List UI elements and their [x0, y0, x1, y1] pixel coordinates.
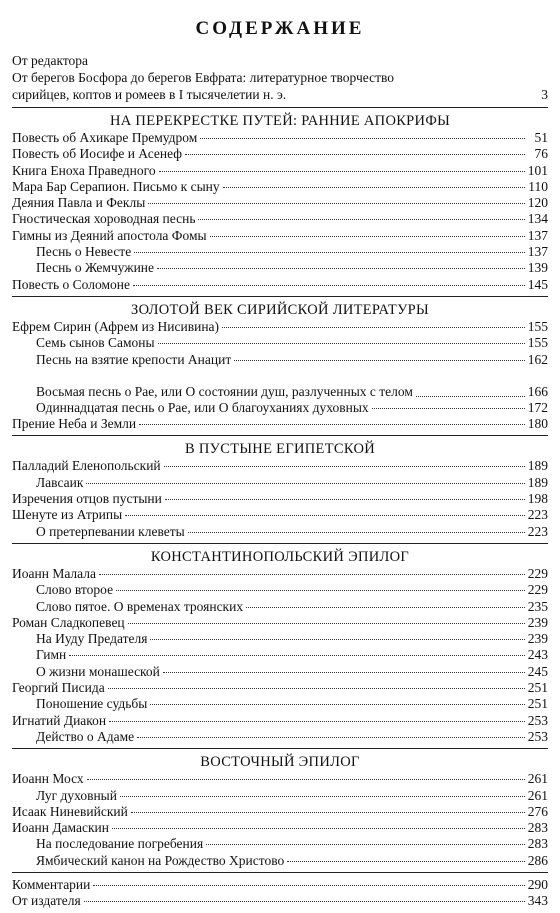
entry-title: Деяния Павла и Феклы — [12, 195, 146, 211]
entry-page-number: 243 — [527, 647, 548, 663]
entry-page-number: 137 — [527, 244, 548, 260]
intro-editor-line: От редактора — [12, 53, 89, 68]
toc-entry — [12, 475, 548, 491]
intro-block — [12, 52, 548, 103]
toc-entry — [12, 195, 548, 211]
toc-entry — [12, 631, 548, 647]
dot-leader — [150, 703, 524, 705]
entry-title: Одиннадцатая песнь о Рае, или О благоуханиях духовных — [36, 399, 369, 415]
toc-section — [12, 107, 548, 293]
entry-title: О претерпевании клеветы — [36, 523, 185, 539]
entry-page-number: 155 — [527, 335, 548, 351]
entry-title: Палладий Еленопольский — [12, 458, 161, 474]
toc-entry — [12, 713, 548, 729]
entry-page-number: 235 — [527, 598, 548, 614]
toc-entry — [12, 566, 548, 582]
toc-section — [12, 748, 548, 869]
entry-page-number: 145 — [527, 276, 548, 292]
entry-title: Роман Сладкопевец — [12, 614, 125, 630]
toc-entry — [12, 130, 548, 146]
entry-page-number: 223 — [527, 523, 548, 539]
toc-entry — [12, 277, 548, 293]
entry-page-number: 134 — [527, 211, 548, 227]
entry-title: О жизни монашеской — [36, 663, 160, 679]
dot-leader — [134, 251, 525, 253]
entry-page-number: 283 — [527, 836, 548, 852]
dot-leader — [150, 638, 524, 640]
entry-title: Ямбический канон на Рождество Христово — [36, 852, 285, 868]
toc-entry — [12, 804, 548, 820]
entry-page-number: 189 — [527, 458, 548, 474]
toc-entry — [12, 507, 548, 523]
entry-title: Лавсаик — [36, 474, 84, 490]
entry-title: Слово пятое. О временах троянских — [36, 598, 244, 614]
entry-title: Повесть о Соломоне — [12, 276, 130, 292]
dot-leader — [372, 407, 525, 409]
entry-title: Игнатий Диакон — [12, 712, 107, 728]
dot-leader — [99, 573, 525, 575]
toc-entry — [12, 368, 548, 400]
entry-title: Поношение судьбы — [36, 696, 148, 712]
entry-title: Восьмая песнь о Рае, или О состоянии душ, разлученных с телом — [36, 383, 413, 399]
dot-leader — [234, 359, 525, 361]
dot-leader — [131, 811, 525, 813]
dot-leader — [148, 202, 524, 204]
toc-entry — [12, 853, 548, 869]
toc-entry — [12, 582, 548, 598]
entry-title: Мара Бар Серапион. Письмо к сыну — [12, 178, 220, 194]
dot-leader — [188, 531, 525, 533]
dot-leader — [125, 514, 525, 516]
dot-leader — [108, 687, 525, 689]
entry-title: Исаак Ниневийский — [12, 803, 128, 819]
dot-leader — [93, 884, 524, 886]
entry-page-number: 286 — [527, 852, 548, 868]
dot-leader — [120, 795, 525, 797]
entry-title: Действо о Адаме — [36, 728, 135, 744]
toc-entry — [12, 179, 548, 195]
toc-entry — [12, 244, 548, 260]
entry-page-number: 166 — [527, 383, 548, 399]
toc-entry — [12, 836, 548, 852]
entry-page-number: 110 — [528, 178, 548, 194]
dot-leader — [157, 267, 525, 269]
dot-leader — [112, 827, 525, 829]
dot-leader — [133, 284, 525, 286]
entry-page-number: 229 — [527, 582, 548, 598]
toc-section — [12, 296, 548, 432]
entry-title: Ефрем Сирин (Афрем из Нисивина) — [12, 318, 220, 334]
entry-title: Книга Еноха Праведного — [12, 162, 156, 178]
intro-essay-line-2 — [12, 86, 548, 103]
entry-title: Георгий Писида — [12, 680, 105, 696]
entry-title: Слово второе — [36, 582, 114, 598]
dot-leader — [69, 654, 524, 656]
entry-page-number: 120 — [527, 195, 548, 211]
toc-entry — [12, 599, 548, 615]
entry-page-number: 261 — [527, 787, 548, 803]
toc-entry — [12, 416, 548, 432]
entry-page-number: 76 — [534, 146, 548, 162]
dot-leader — [139, 423, 525, 425]
entry-title: Повесть об Иосифе и Асенеф — [12, 146, 182, 162]
entry-title: Гимны из Деяний апостола Фомы — [12, 227, 207, 243]
dot-leader — [109, 720, 525, 722]
entry-title: Прение Неба и Земли — [12, 416, 137, 432]
page-title: СОДЕРЖАНИЕ — [195, 18, 365, 39]
entry-page-number: 253 — [527, 728, 548, 744]
toc-entry — [12, 788, 548, 804]
entry-page-number: 343 — [527, 893, 548, 909]
entry-page-number: 276 — [527, 803, 548, 819]
dot-leader — [84, 900, 525, 902]
toc-entry — [12, 335, 548, 351]
entry-page-number: 251 — [527, 680, 548, 696]
toc-entry — [12, 458, 548, 474]
toc-entry — [12, 319, 548, 335]
entry-title: Изречения отцов пустыни — [12, 491, 162, 507]
entry-page-number: 290 — [527, 876, 548, 892]
entry-title: Песнь о Невесте — [36, 244, 132, 260]
entry-title: Песнь на взятие крепости Анацит — [36, 351, 232, 367]
section-title: НА ПЕРЕКРЕСТКЕ ПУТЕЙ: РАННИЕ АПОКРИФЫ — [12, 107, 548, 130]
entry-title: От издателя — [12, 893, 81, 909]
entry-page-number: 139 — [527, 260, 548, 276]
section-title: КОНСТАНТИНОПОЛЬСКИЙ ЭПИЛОГ — [12, 543, 548, 566]
toc-entry — [12, 211, 548, 227]
dot-leader — [222, 326, 525, 328]
dot-leader — [116, 589, 525, 591]
dot-leader — [246, 606, 525, 608]
table-of-contents — [12, 107, 548, 913]
dot-leader — [165, 498, 525, 500]
entry-title: Гимн — [36, 647, 67, 663]
toc-entry — [12, 647, 548, 663]
dot-leader — [287, 860, 524, 862]
dot-leader — [158, 342, 525, 344]
dot-leader — [223, 186, 525, 188]
toc-entry — [12, 771, 548, 787]
entry-page-number: 137 — [527, 227, 548, 243]
entry-page-number: 189 — [527, 474, 548, 490]
toc-entry — [12, 352, 548, 368]
entry-title: Комментарии — [12, 876, 91, 892]
intro-page-number: 3 — [541, 87, 548, 102]
section-title: ВОСТОЧНЫЙ ЭПИЛОГ — [12, 748, 548, 771]
toc-entry — [12, 893, 548, 909]
entry-page-number: 223 — [527, 507, 548, 523]
entry-page-number: 155 — [527, 318, 548, 334]
intro-essay-line-1: От берегов Босфора до берегов Евфрата: литературное творчество — [12, 70, 395, 85]
entry-page-number: 239 — [527, 614, 548, 630]
entry-title: Семь сынов Самоны — [36, 335, 155, 351]
toc-entry — [12, 615, 548, 631]
dot-leader — [163, 671, 525, 673]
entry-title: На последование погребения — [36, 836, 204, 852]
toc-entry — [12, 228, 548, 244]
entry-title: На Иуду Предателя — [36, 631, 148, 647]
section-title: В ПУСТЫНЕ ЕГИПЕТСКОЙ — [12, 435, 548, 458]
entry-title: Гностическая хороводная песнь — [12, 211, 196, 227]
entry-page-number: 261 — [527, 771, 548, 787]
dot-leader — [206, 843, 525, 845]
toc-entry — [12, 260, 548, 276]
section-title: ЗОЛОТОЙ ВЕК СИРИЙСКОЙ ЛИТЕРАТУРЫ — [12, 296, 548, 319]
toc-entry — [12, 524, 548, 540]
entry-title: Луг духовный — [36, 787, 117, 803]
dot-leader — [200, 137, 525, 139]
toc-entry — [12, 491, 548, 507]
entry-page-number: 180 — [527, 416, 548, 432]
toc-entry — [12, 820, 548, 836]
entry-page-number: 172 — [527, 399, 548, 415]
entry-page-number: 101 — [527, 162, 548, 178]
entry-page-number: 162 — [527, 351, 548, 367]
toc-entry — [12, 163, 548, 179]
dot-leader — [164, 465, 525, 467]
entry-title: Иоанн Мосх — [12, 771, 84, 787]
entry-page-number: 245 — [527, 663, 548, 679]
entry-page-number: 239 — [527, 631, 548, 647]
dot-leader — [210, 235, 525, 237]
toc-section — [12, 872, 548, 910]
entry-title: Иоанн Малала — [12, 565, 97, 581]
dot-leader — [86, 482, 524, 484]
entry-title: Повесть об Ахикаре Премудром — [12, 130, 198, 145]
toc-entry — [12, 877, 548, 893]
dot-leader — [87, 778, 525, 780]
toc-entry — [12, 400, 548, 416]
dot-leader — [137, 736, 525, 738]
entry-title: Иоанн Дамаскин — [12, 820, 109, 836]
toc-entry — [12, 729, 548, 745]
dot-leader — [416, 395, 525, 397]
entry-title: Шенуте из Атрипы — [12, 507, 123, 523]
toc-entry — [12, 696, 548, 712]
entry-title: Песнь о Жемчужине — [36, 260, 155, 276]
entry-page-number: 253 — [527, 712, 548, 728]
toc-section — [12, 435, 548, 539]
entry-page-number: 51 — [534, 130, 548, 145]
dot-leader — [198, 218, 524, 220]
entry-page-number: 283 — [527, 820, 548, 836]
dot-leader — [128, 622, 525, 624]
toc-entry — [12, 680, 548, 696]
entry-page-number: 251 — [527, 696, 548, 712]
toc-section — [12, 543, 548, 745]
intro-essay-text: сирийцев, коптов и ромеев в I тысячелетии н. э. — [12, 87, 287, 102]
entry-page-number: 198 — [527, 491, 548, 507]
entry-page-number: 229 — [527, 565, 548, 581]
toc-entry — [12, 146, 548, 162]
dot-leader — [159, 170, 525, 172]
toc-entry — [12, 664, 548, 680]
dot-leader — [185, 153, 525, 155]
